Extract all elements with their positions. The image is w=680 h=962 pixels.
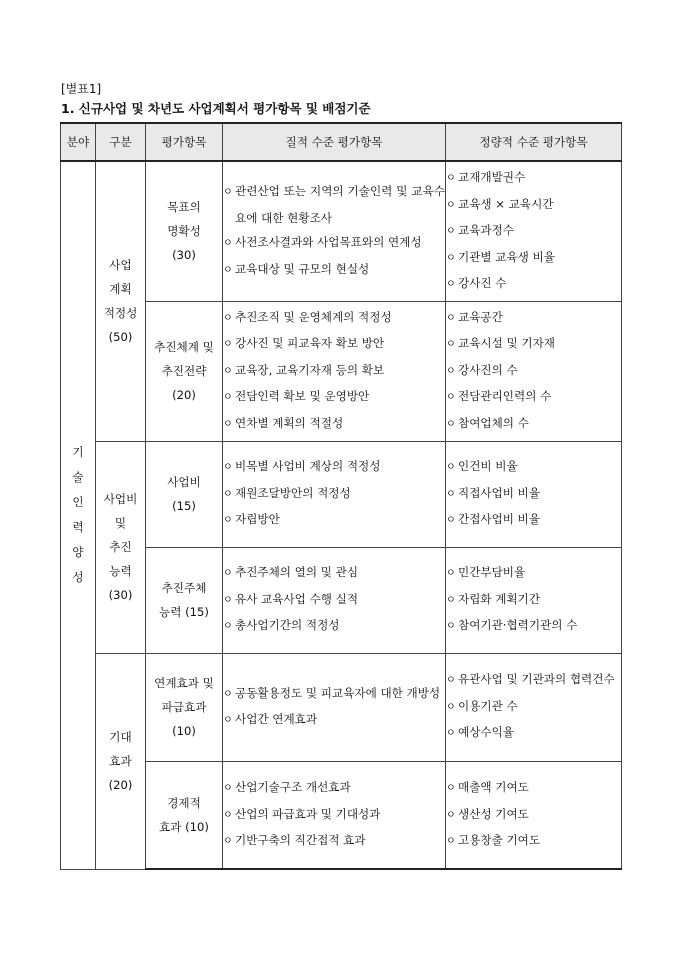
item-text: 산업의 파급효과 및 기대성과	[235, 806, 381, 821]
bullet-icon: ㅇ	[446, 339, 456, 351]
header-quantitative: 정량적 수준 평가항목	[446, 123, 622, 161]
item-text: 간접사업비 비율	[458, 512, 541, 527]
category-line: (20)	[108, 778, 133, 792]
table-row	[61, 547, 622, 653]
bullet-icon: ㅇ	[223, 264, 233, 276]
bullet-icon: ㅇ	[446, 173, 456, 184]
domain-char: 술	[72, 470, 84, 485]
item-text: 관련산업 또는 지역의 기술인력 및 교육수요에 대한 현황조사	[235, 184, 445, 225]
header-qualitative: 질적 수준 평가항목	[223, 123, 446, 161]
list-item	[223, 828, 445, 855]
qualitative-cell	[223, 547, 446, 653]
item-text: 교재개발권수	[458, 170, 526, 184]
list-item	[446, 828, 621, 855]
item-text: 기관별 교육생 비율	[458, 249, 555, 264]
item-line: 효과 (10)	[159, 819, 209, 834]
list-item	[446, 245, 621, 272]
item-text: 추진주체의 열의 및 관심	[235, 565, 359, 580]
list-item	[223, 230, 445, 257]
item-text: 사업간 연계효과	[235, 712, 318, 726]
item-text: 참여기관·협력기관의 수	[458, 618, 578, 633]
list-item	[223, 681, 445, 708]
item-cell	[146, 441, 223, 547]
list-item	[446, 613, 621, 640]
list-item	[446, 775, 621, 802]
category-line: 효과	[109, 754, 132, 768]
category-cell	[96, 441, 146, 653]
table-row	[61, 441, 622, 547]
bullet-icon: ㅇ	[223, 836, 233, 847]
qualitative-cell	[223, 161, 446, 301]
list-item	[446, 192, 621, 219]
item-line: 목표의	[167, 200, 201, 215]
list-item	[223, 613, 445, 640]
category-line: 사업	[109, 258, 132, 273]
header-item: 평가항목	[146, 123, 223, 161]
bullet-icon: ㅇ	[223, 594, 233, 606]
bullet-icon: ㅇ	[446, 462, 456, 474]
bullet-icon: ㅇ	[223, 238, 233, 250]
bullet-icon: ㅇ	[446, 418, 456, 430]
bullet-icon: ㅇ	[446, 279, 456, 290]
item-text: 생산성 기여도	[458, 806, 529, 821]
domain-cell	[61, 161, 96, 869]
bullet-icon: ㅇ	[223, 715, 233, 726]
list-item	[223, 802, 445, 829]
list-item	[446, 694, 621, 721]
header-domain: 분야	[61, 123, 96, 161]
quantitative-cell	[446, 161, 622, 301]
table-body	[61, 161, 622, 869]
item-line: 명확성	[167, 224, 201, 239]
item-text: 교육대상 및 규모의 현실성	[235, 261, 370, 276]
item-text: 유사 교육사업 수행 실적	[235, 591, 359, 606]
bullet-icon: ㅇ	[223, 312, 233, 324]
item-text: 교육시설 및 기자재	[458, 336, 555, 351]
category-line: 사업비	[103, 492, 138, 506]
category-line: 능력	[109, 564, 132, 578]
list-item	[446, 560, 621, 587]
item-cell	[146, 761, 223, 869]
category-cell	[96, 653, 146, 869]
list-item	[446, 587, 621, 614]
list-item	[223, 411, 445, 438]
evaluation-table	[60, 122, 622, 870]
bullet-icon: ㅇ	[223, 688, 233, 700]
list-item	[223, 560, 445, 587]
list-item	[223, 331, 445, 358]
item-text: 자립화 계획기간	[458, 591, 541, 606]
item-line: 추진전략	[161, 364, 207, 378]
list-item	[446, 165, 621, 192]
category-line: 기대	[109, 730, 132, 744]
qualitative-cell	[223, 761, 446, 869]
quantitative-cell	[446, 301, 622, 441]
bullet-icon: ㅇ	[446, 252, 456, 264]
category-line: (50)	[108, 330, 133, 345]
list-item	[446, 305, 621, 332]
table-header-row	[61, 123, 622, 161]
bullet-icon: ㅇ	[446, 621, 456, 633]
bullet-icon: ㅇ	[223, 783, 233, 794]
table-row	[61, 301, 622, 441]
list-item	[223, 179, 445, 230]
item-line: 추진주체	[161, 581, 207, 595]
bullet-icon: ㅇ	[446, 701, 456, 713]
item-text: 비목별 사업비 계상의 적정성	[235, 459, 381, 474]
category-cell	[96, 161, 146, 441]
bullet-icon: ㅇ	[446, 199, 456, 211]
bullet-icon: ㅇ	[446, 675, 456, 687]
item-line: 능력 (15)	[159, 605, 209, 619]
quantitative-cell	[446, 547, 622, 653]
bullet-icon: ㅇ	[223, 488, 233, 500]
item-text: 자립방안	[235, 512, 280, 527]
bullet-icon: ㅇ	[446, 594, 456, 606]
list-item	[223, 305, 445, 332]
bullet-icon: ㅇ	[223, 568, 233, 580]
bullet-icon: ㅇ	[446, 728, 456, 740]
qualitative-cell	[223, 301, 446, 441]
list-item	[446, 358, 621, 385]
item-text: 기반구축의 직간접적 효과	[235, 833, 366, 847]
category-line: (30)	[108, 588, 133, 602]
item-text: 민간부담비율	[458, 565, 526, 580]
item-cell	[146, 653, 223, 761]
qualitative-cell	[223, 441, 446, 547]
domain-char: 기	[72, 445, 84, 460]
category-line: 및	[114, 516, 127, 530]
item-text: 유관사업 및 기관과의 협력건수	[458, 672, 615, 687]
list-item	[446, 271, 621, 298]
item-text: 강사진 수	[458, 276, 507, 290]
bullet-icon: ㅇ	[446, 365, 456, 377]
bullet-icon: ㅇ	[446, 226, 456, 237]
list-item	[223, 481, 445, 508]
item-line: 경제적	[167, 795, 201, 810]
bullet-icon: ㅇ	[446, 312, 456, 324]
category-line: 추진	[109, 540, 132, 554]
list-item	[446, 802, 621, 829]
item-text: 총사업기간의 적정성	[235, 618, 340, 633]
bullet-icon: ㅇ	[223, 418, 233, 430]
item-text: 공동활용정도 및 피교육자에 대한 개방성	[235, 685, 441, 700]
table-row	[61, 161, 622, 301]
quantitative-cell	[446, 761, 622, 869]
item-text: 교육공간	[458, 309, 503, 324]
bullet-icon: ㅇ	[446, 836, 456, 847]
item-text: 추진조직 및 운영체계의 적정성	[235, 309, 392, 324]
list-item	[446, 411, 621, 438]
item-cell	[146, 547, 223, 653]
domain-char: 력	[72, 520, 84, 535]
item-text: 고용창출 기여도	[458, 833, 541, 847]
domain-char: 양	[72, 545, 84, 560]
item-text: 직접사업비 비율	[458, 485, 541, 500]
bullet-icon: ㅇ	[446, 783, 456, 794]
item-text: 참여업체의 수	[458, 415, 529, 430]
bullet-icon: ㅇ	[446, 488, 456, 500]
list-item	[446, 218, 621, 245]
qualitative-cell	[223, 653, 446, 761]
item-line: 연계효과 및	[154, 676, 214, 690]
item-text: 예상수익율	[458, 725, 514, 740]
list-item	[446, 481, 621, 508]
domain-char: 인	[72, 495, 84, 510]
list-item	[223, 707, 445, 734]
list-item	[446, 507, 621, 534]
item-text: 전담관리인력의 수	[458, 389, 552, 404]
item-text: 재원조달방안의 적정성	[235, 485, 351, 500]
item-line: (30)	[172, 248, 196, 263]
item-line: 추진체계 및	[154, 340, 214, 354]
list-item	[446, 720, 621, 747]
item-line: 사업비	[167, 475, 201, 489]
item-cell	[146, 301, 223, 441]
item-text: 강사진의 수	[458, 362, 518, 377]
table-row	[61, 761, 622, 869]
list-item	[223, 775, 445, 802]
list-item	[223, 587, 445, 614]
item-cell	[146, 161, 223, 301]
item-text: 교육생 × 교육시간	[458, 196, 554, 211]
category-line: 적정성	[103, 306, 138, 321]
item-text: 교육장, 교육기자재 등의 확보	[235, 362, 385, 377]
domain-char: 성	[72, 570, 84, 585]
item-text: 이용기관 수	[458, 698, 518, 713]
bullet-icon: ㅇ	[223, 365, 233, 377]
category-line: 계획	[109, 282, 132, 297]
bullet-icon: ㅇ	[446, 809, 456, 821]
bullet-icon: ㅇ	[223, 392, 233, 404]
bullet-icon: ㅇ	[223, 339, 233, 351]
list-item	[223, 454, 445, 481]
item-text: 인건비 비율	[458, 459, 518, 474]
item-line: 파급효과	[161, 700, 207, 714]
list-item	[223, 507, 445, 534]
item-line: (15)	[172, 499, 196, 513]
bullet-icon: ㅇ	[223, 515, 233, 527]
quantitative-cell	[446, 441, 622, 547]
list-item	[446, 331, 621, 358]
list-item	[223, 384, 445, 411]
list-item	[446, 454, 621, 481]
bullet-icon: ㅇ	[223, 621, 233, 633]
list-item	[223, 358, 445, 385]
item-text: 교육과정수	[458, 223, 514, 237]
item-text: 산업기술구조 개선효과	[235, 780, 351, 794]
header-category: 구분	[96, 123, 146, 161]
bullet-icon: ㅇ	[446, 392, 456, 404]
item-line: (10)	[172, 724, 196, 738]
quantitative-cell	[446, 653, 622, 761]
bullet-icon: ㅇ	[223, 187, 233, 199]
list-item	[446, 384, 621, 411]
item-text: 매출액 기여도	[458, 780, 529, 794]
table-row	[61, 653, 622, 761]
bullet-icon: ㅇ	[223, 809, 233, 821]
item-text: 연차별 계획의 적절성	[235, 415, 344, 430]
appendix-label: [별표1]	[61, 82, 102, 96]
item-text: 사전조사결과와 사업목표와의 연계성	[235, 235, 422, 250]
list-item	[446, 667, 621, 694]
item-text: 강사진 및 피교육자 확보 방안	[235, 336, 385, 351]
bullet-icon: ㅇ	[446, 515, 456, 527]
document-title: 1. 신규사업 및 차년도 사업계획서 평가항목 및 배점기준	[61, 101, 371, 116]
bullet-icon: ㅇ	[223, 462, 233, 474]
item-line: (20)	[172, 388, 196, 402]
list-item	[223, 257, 445, 284]
item-text: 전담인력 확보 및 운영방안	[235, 389, 370, 404]
bullet-icon: ㅇ	[446, 568, 456, 580]
